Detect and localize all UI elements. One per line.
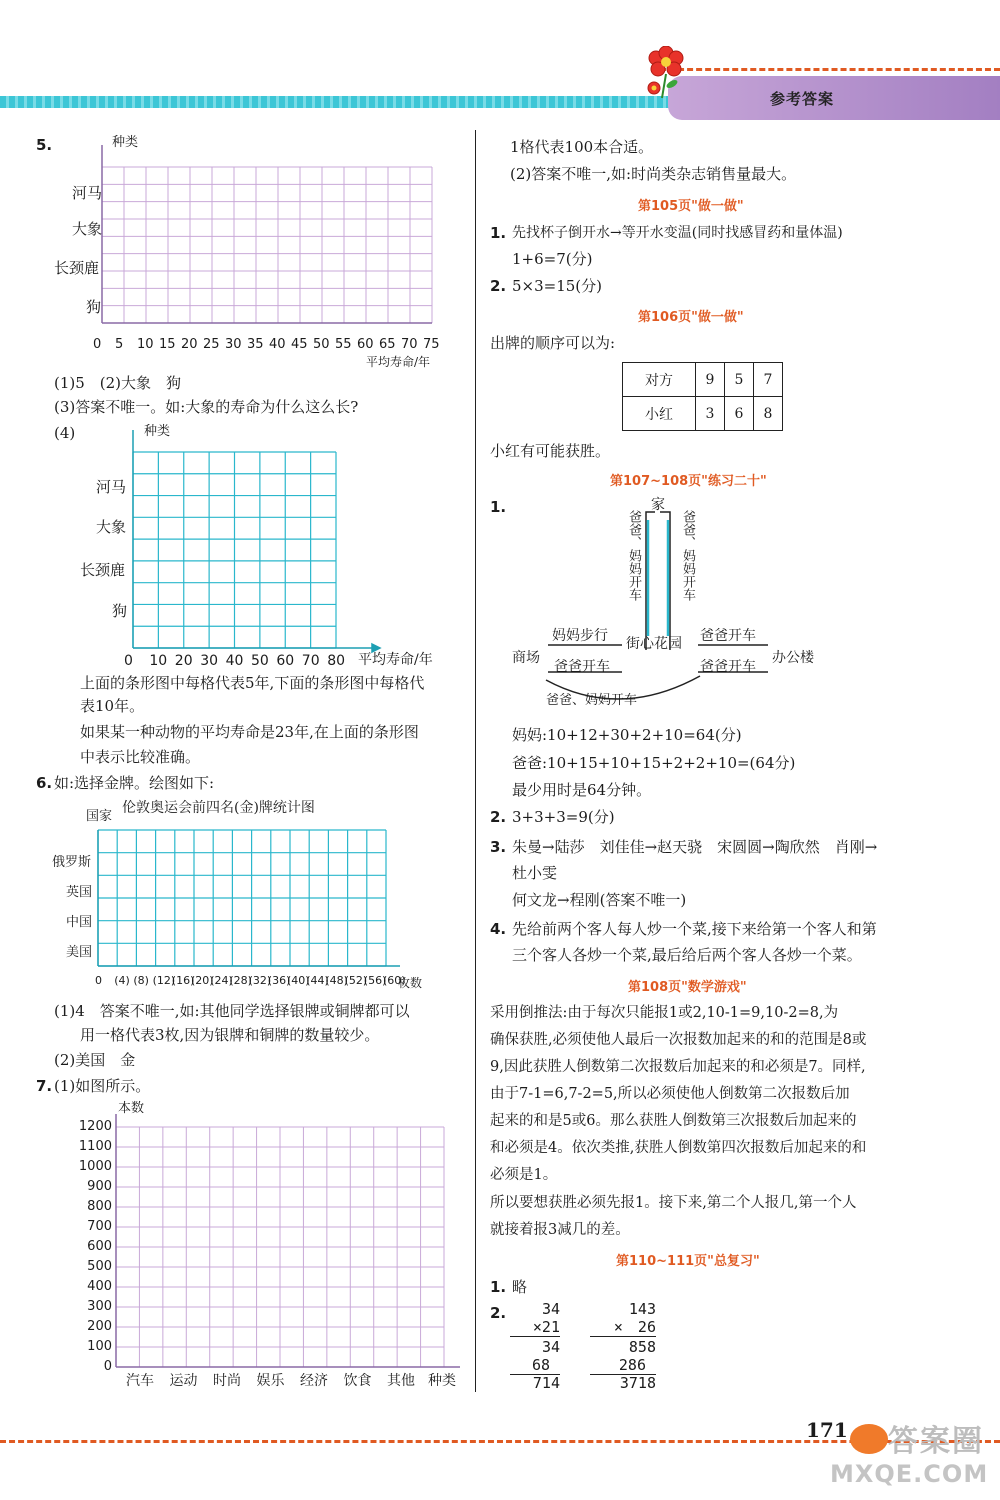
section-heading-105: 第105页"做一做" bbox=[638, 199, 744, 214]
section-heading-110: 第110~111页"总复习" bbox=[616, 1254, 760, 1269]
answer-line: (2)答案不唯一,如:时尚类杂志销售量最大。 bbox=[510, 165, 797, 183]
answer-line: 3+3+3=9(分) bbox=[512, 808, 615, 826]
chart3-xlabel: 枚数 bbox=[398, 976, 423, 990]
axis-tick-label: 70 bbox=[401, 337, 418, 352]
axis-tick-label: 75 bbox=[423, 337, 440, 352]
chart3-ylabel: 国家 bbox=[86, 809, 113, 824]
axis-tick-label: (28) bbox=[229, 974, 252, 987]
axis-tick-label: 60 bbox=[276, 653, 295, 669]
axis-tick-label: (52) bbox=[344, 974, 368, 987]
answer-line: 表10年。 bbox=[80, 697, 145, 715]
answer-line: (1)4 答案不唯一,如:其他同学选择银牌或铜牌都可以 bbox=[54, 1002, 410, 1020]
answer-line: 5×3=15(分) bbox=[512, 277, 603, 295]
chart2-cat-hippo: 河马 bbox=[96, 478, 127, 496]
chart3-cat-china: 中国 bbox=[66, 915, 93, 930]
axis-tick-label: 5 bbox=[115, 337, 124, 352]
answer-line: 所以要想获胜必须先报1。接下来,第二个人报几,第一个人 bbox=[490, 1195, 857, 1211]
map-left-road: 爸爸、妈妈开车 bbox=[626, 510, 641, 601]
watermark-url: MXQE.COM bbox=[830, 1460, 989, 1488]
axis-category-label: 运动 bbox=[169, 1373, 198, 1389]
axis-tick-label: 600 bbox=[87, 1239, 112, 1254]
answer-line: 起来的和是5或6。那么获胜人倒数第三次报数后加起来的 bbox=[490, 1113, 857, 1129]
answer-line: 三个客人各炒一个菜,最后给后两个客人各炒一个菜。 bbox=[512, 946, 862, 964]
axis-tick-label: 30 bbox=[225, 337, 242, 352]
answer-line: 最少用时是64分钟。 bbox=[512, 781, 652, 799]
map-home: 家 bbox=[651, 497, 665, 513]
chart2-cat-elephant: 大象 bbox=[96, 518, 127, 536]
page-number: 171 bbox=[806, 1418, 848, 1442]
axis-tick-label: 35 bbox=[247, 337, 264, 352]
answer-line: (4) bbox=[54, 424, 76, 442]
axis-tick-label: 20 bbox=[181, 337, 198, 352]
map-center: 街心花园 bbox=[626, 636, 682, 652]
question-number: 6. bbox=[36, 774, 53, 792]
axis-tick-label: (4) bbox=[114, 974, 130, 987]
axis-tick-label: (40) bbox=[287, 974, 310, 987]
table-cell: 6 bbox=[725, 397, 754, 431]
map-right-road: 爸爸、妈妈开车 bbox=[680, 510, 695, 601]
mult1-b: ×21 bbox=[532, 1318, 560, 1336]
question-number: 7. bbox=[36, 1077, 53, 1095]
map-dad-1: 爸爸开车 bbox=[700, 628, 756, 644]
header-title: 参考答案 bbox=[770, 90, 835, 108]
axis-tick-label: 60 bbox=[357, 337, 374, 352]
axis-tick-label: (20) bbox=[191, 974, 214, 987]
answer-line: 由于7-1=6,7-2=5,所以必须使他人倒数第二次报数后加 bbox=[490, 1086, 850, 1102]
chart1-cat-dog: 狗 bbox=[86, 298, 102, 316]
axis-tick-label: 45 bbox=[291, 337, 308, 352]
map-dad-3: 爸爸开车 bbox=[700, 659, 756, 675]
table-cell: 5 bbox=[725, 363, 754, 397]
answer-line: 出牌的顺序可以为: bbox=[490, 334, 616, 352]
axis-tick-label: (32) bbox=[248, 974, 272, 987]
chart3-cat-usa: 美国 bbox=[66, 945, 93, 960]
axis-tick-label: 20 bbox=[174, 653, 193, 669]
answer-line: 上面的条形图中每格代表5年,下面的条形图中每格代 bbox=[80, 674, 425, 692]
axis-tick-label: 15 bbox=[159, 337, 176, 352]
answer-line: 和必须是4。依次类推,获胜人倒数第四次报数后加起来的和 bbox=[490, 1140, 867, 1156]
mult2-result: 3718 bbox=[619, 1374, 656, 1392]
axis-tick-label: (16) bbox=[171, 974, 195, 987]
answer-line: 确保获胜,必须使他人最后一次报数加起来的和的范围是8或 bbox=[490, 1032, 867, 1048]
table-cell: 小红 bbox=[623, 397, 696, 431]
axis-tick-label: 900 bbox=[87, 1179, 112, 1194]
axis-tick-label: 50 bbox=[251, 653, 269, 669]
page-number-badge bbox=[850, 1424, 888, 1454]
table-cell: 9 bbox=[696, 363, 725, 397]
axis-category-label: 经济 bbox=[300, 1373, 328, 1389]
answer-line: 妈妈:10+12+30+2+10=64(分) bbox=[512, 726, 742, 744]
answer-line: 就接着报3减几的差。 bbox=[490, 1222, 630, 1238]
axis-tick-label: 0 bbox=[93, 337, 102, 352]
answer-line: 如:选择金牌。绘图如下: bbox=[54, 774, 215, 792]
axis-tick-label: 40 bbox=[225, 653, 244, 669]
axis-tick-label: 65 bbox=[379, 337, 396, 352]
chart3-title: 伦敦奥运会前四名(金)牌统计图 bbox=[122, 800, 315, 816]
mult1-p1: 34 bbox=[541, 1338, 560, 1356]
mult1-line bbox=[510, 1336, 560, 1337]
chart4-ylabel: 本数 bbox=[118, 1101, 145, 1116]
axis-tick-label: 10 bbox=[137, 337, 154, 352]
chart1-cat-elephant: 大象 bbox=[72, 220, 103, 238]
axis-category-label: 饮食 bbox=[343, 1373, 372, 1389]
axis-tick-label: 40 bbox=[269, 337, 286, 352]
axis-tick-label: 0 bbox=[103, 1359, 112, 1374]
chart1-ylabel: 种类 bbox=[112, 135, 139, 150]
question-number: 2. bbox=[490, 277, 507, 295]
answer-line: 何文龙→程刚(答案不唯一) bbox=[512, 891, 687, 909]
answer-line: 采用倒推法:由于每次只能报1或2,10-1=9,10-2=8,为 bbox=[490, 1005, 839, 1021]
watermark-logo: 答案圈 bbox=[888, 1424, 984, 1459]
axis-tick-label: 0 bbox=[124, 653, 133, 669]
axis-tick-label: 50 bbox=[313, 337, 330, 352]
axis-tick-label: 100 bbox=[87, 1339, 112, 1354]
chart3-cat-uk: 英国 bbox=[66, 885, 93, 900]
axis-tick-label: (36) bbox=[267, 974, 291, 987]
axis-tick-label: 30 bbox=[200, 653, 219, 669]
axis-tick-label: 800 bbox=[87, 1199, 112, 1214]
table-cell: 8 bbox=[754, 397, 783, 431]
axis-category-label: 娱乐 bbox=[256, 1373, 285, 1389]
map-walk: 妈妈步行 bbox=[552, 628, 608, 644]
answer-line: 1+6=7(分) bbox=[512, 250, 593, 268]
chart2-cat-giraffe: 长颈鹿 bbox=[80, 561, 126, 579]
axis-tick-label: 10 bbox=[149, 653, 168, 669]
axis-tick-label: (24) bbox=[210, 974, 233, 987]
mult2-line bbox=[590, 1336, 656, 1337]
mult2-b: × 26 bbox=[613, 1318, 656, 1336]
axis-tick-label: (56) bbox=[363, 974, 387, 987]
answer-line: 爸爸:10+15+10+15+2+2+10=(64分) bbox=[512, 754, 796, 772]
answer-line: (1)5 (2)大象 狗 bbox=[54, 374, 182, 392]
question-number: 2. bbox=[490, 1304, 507, 1322]
chart2-ylabel: 种类 bbox=[144, 424, 171, 439]
answer-line: 1格代表100本合适。 bbox=[510, 138, 654, 156]
axis-tick-label: (44) bbox=[306, 974, 329, 987]
section-heading-108: 第108页"数学游戏" bbox=[628, 980, 747, 995]
section-heading-106: 第106页"做一做" bbox=[638, 310, 744, 325]
answer-line: 略 bbox=[512, 1278, 528, 1296]
answer-line: (1)如图所示。 bbox=[54, 1077, 151, 1095]
question-number: 5. bbox=[36, 136, 53, 154]
axis-tick-label: 400 bbox=[87, 1279, 112, 1294]
axis-tick-label: (48) bbox=[325, 974, 348, 987]
map-both: 爸爸、妈妈开车 bbox=[546, 693, 638, 708]
map-mall: 商场 bbox=[512, 650, 540, 666]
axis-category-label: 汽车 bbox=[126, 1373, 154, 1389]
map-dad-2: 爸爸开车 bbox=[554, 659, 610, 675]
chart2-xlabel: 平均寿命/年 bbox=[358, 652, 433, 668]
question-number: 1. bbox=[490, 1278, 507, 1296]
mult1-p2: 68 bbox=[531, 1356, 550, 1374]
answer-line: 杜小雯 bbox=[512, 864, 558, 882]
question-number: 4. bbox=[490, 920, 507, 938]
axis-tick-label: 25 bbox=[203, 337, 220, 352]
table-cell: 7 bbox=[754, 363, 783, 397]
map-office: 办公楼 bbox=[772, 650, 814, 666]
axis-tick-label: 0 bbox=[95, 974, 102, 987]
chart1-cat-giraffe: 长颈鹿 bbox=[54, 259, 100, 277]
chart1-xlabel: 平均寿命/年 bbox=[366, 355, 431, 369]
answer-line: 用一格代表3枚,因为银牌和铜牌的数量较少。 bbox=[80, 1026, 380, 1044]
question-number: 1. bbox=[490, 498, 507, 516]
mult1-a: 34 bbox=[541, 1300, 560, 1318]
axis-tick-label: (12) bbox=[152, 974, 176, 987]
answer-line: 先找杯子倒开水→等开水变温(同时找感冒药和量体温) bbox=[512, 225, 843, 241]
question-number: 3. bbox=[490, 838, 507, 856]
axis-tick-label: 500 bbox=[87, 1259, 112, 1274]
axis-category-label: 时尚 bbox=[213, 1373, 241, 1389]
answer-line: 9,因此获胜人倒数第二次报数后加起来的和必须是7。同样, bbox=[490, 1059, 866, 1075]
mult2-a: 143 bbox=[628, 1300, 656, 1318]
axis-tick-label: 70 bbox=[301, 653, 320, 669]
mult1-result: 714 bbox=[532, 1374, 560, 1392]
answer-line: 朱曼→陆莎 刘佳佳→赵天骁 宋圆圆→陶欣然 肖刚→ bbox=[512, 838, 878, 856]
axis-tick-label: (8) bbox=[133, 974, 149, 987]
axis-tick-label: 1100 bbox=[78, 1139, 112, 1154]
answer-line: 先给前两个客人每人炒一个菜,接下来给第一个客人和第 bbox=[512, 920, 877, 938]
axis-category-label: 其他 bbox=[387, 1373, 415, 1389]
table-cell: 3 bbox=[696, 397, 725, 431]
axis-tick-label: 700 bbox=[87, 1219, 112, 1234]
chart4-xlabel: 种类 bbox=[428, 1373, 456, 1389]
answer-line: (3)答案不唯一。如:大象的寿命为什么这么长? bbox=[54, 398, 359, 416]
table-cell: 对方 bbox=[623, 363, 696, 397]
axis-tick-label: 200 bbox=[87, 1319, 112, 1334]
answer-line: (2)美国 金 bbox=[54, 1051, 136, 1069]
mult2-p2: 286 bbox=[618, 1356, 646, 1374]
chart2-cat-dog: 狗 bbox=[112, 602, 128, 620]
chart3-cat-russia: 俄罗斯 bbox=[52, 855, 92, 870]
section-heading-107: 第107~108页"练习二十" bbox=[610, 474, 767, 489]
axis-tick-label: 1200 bbox=[78, 1119, 112, 1134]
axis-tick-label: (60) bbox=[383, 974, 406, 987]
answer-line: 小红有可能获胜。 bbox=[490, 442, 611, 460]
axis-tick-label: 55 bbox=[335, 337, 352, 352]
chart1-cat-hippo: 河马 bbox=[72, 184, 103, 202]
mult2-p1: 858 bbox=[628, 1338, 656, 1356]
question-number: 2. bbox=[490, 808, 507, 826]
axis-tick-label: 300 bbox=[87, 1299, 112, 1314]
answer-line: 中表示比较准确。 bbox=[80, 748, 201, 766]
question-number: 1. bbox=[490, 224, 507, 242]
answer-line: 如果某一种动物的平均寿命是23年,在上面的条形图 bbox=[80, 723, 419, 741]
axis-tick-label: 1000 bbox=[78, 1159, 112, 1174]
answer-line: 必须是1。 bbox=[490, 1167, 558, 1183]
axis-tick-label: 80 bbox=[327, 653, 346, 669]
